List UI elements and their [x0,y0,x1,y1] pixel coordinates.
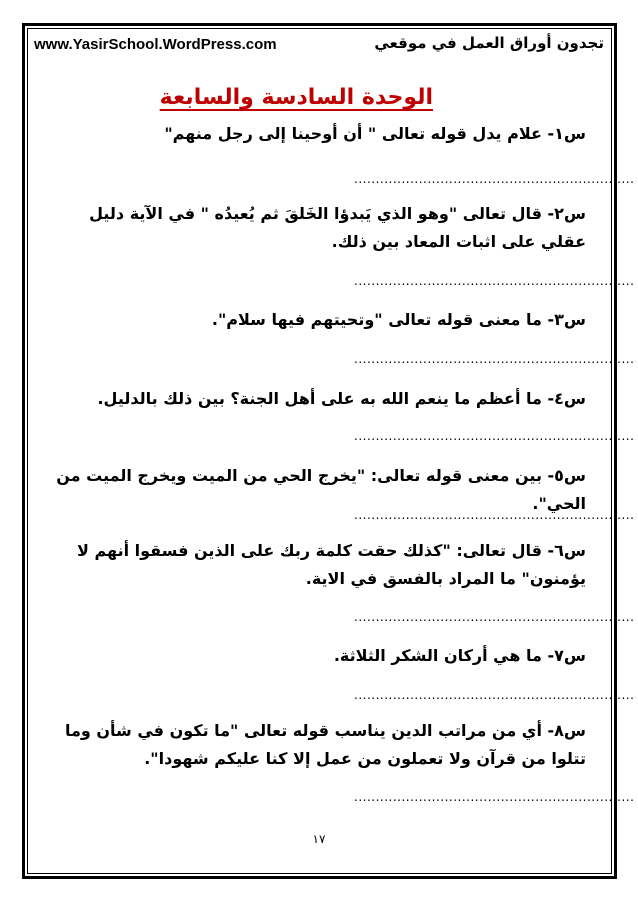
header-website: www.YasirSchool.WordPress.com [34,36,277,53]
unit-title: الوحدة السادسة والسابعة [159,85,433,110]
answer-line-8: ................................................................. [354,790,635,804]
answer-line-3: ................................................................. [354,352,635,366]
answer-line-7: ................................................................. [354,688,635,702]
question-3: س٣- ما معنى قوله تعالى "وتحيتهم فيها سلام". [211,310,586,329]
question-7: س٧- ما هي أركان الشكر الثلاثة. [333,646,586,665]
question-6: س٦- قال تعالى: "كذلك حقت كلمة ربك على الذين فسقوا أنهم لا يؤمنون" ما المراد بالفسق في الاية. [76,541,586,588]
answer-line-6: ................................................................. [354,610,635,624]
question-4: س٤- ما أعظم ما ينعم الله به على أهل الجنة؟ بين ذلك بالدليل. [97,389,586,408]
page-number: ١٧ [312,832,326,846]
question-1: س١- علام يدل قوله تعالى " أن أوحينا إلى رجل منهم" [164,124,586,143]
header-tagline: تجدون أوراق العمل في موقعي [374,34,604,52]
question-2: س٢- قال تعالى "وهو الذي يَبدؤا الخَلقَ ثم يُعيدُه " في الآية دليل عقلي على اثبات المعاد بين ذلك. [89,204,586,251]
question-5: س٥- بين معنى قوله تعالى: "يخرج الحي من الميت ويخرج الميت من الحي". [56,466,586,513]
answer-line-5: ................................................................. [354,508,635,522]
question-8: س٨- أي من مراتب الدين يناسب قوله تعالى "ما تكون في شأن وما تتلوا من قرآن ولا تعملون من عمل إلا كنا عليكم شهودا". [64,721,586,768]
answer-line-2: ................................................................. [354,274,635,288]
answer-line-4: ................................................................. [354,429,635,443]
answer-line-1: ................................................................. [354,172,635,186]
